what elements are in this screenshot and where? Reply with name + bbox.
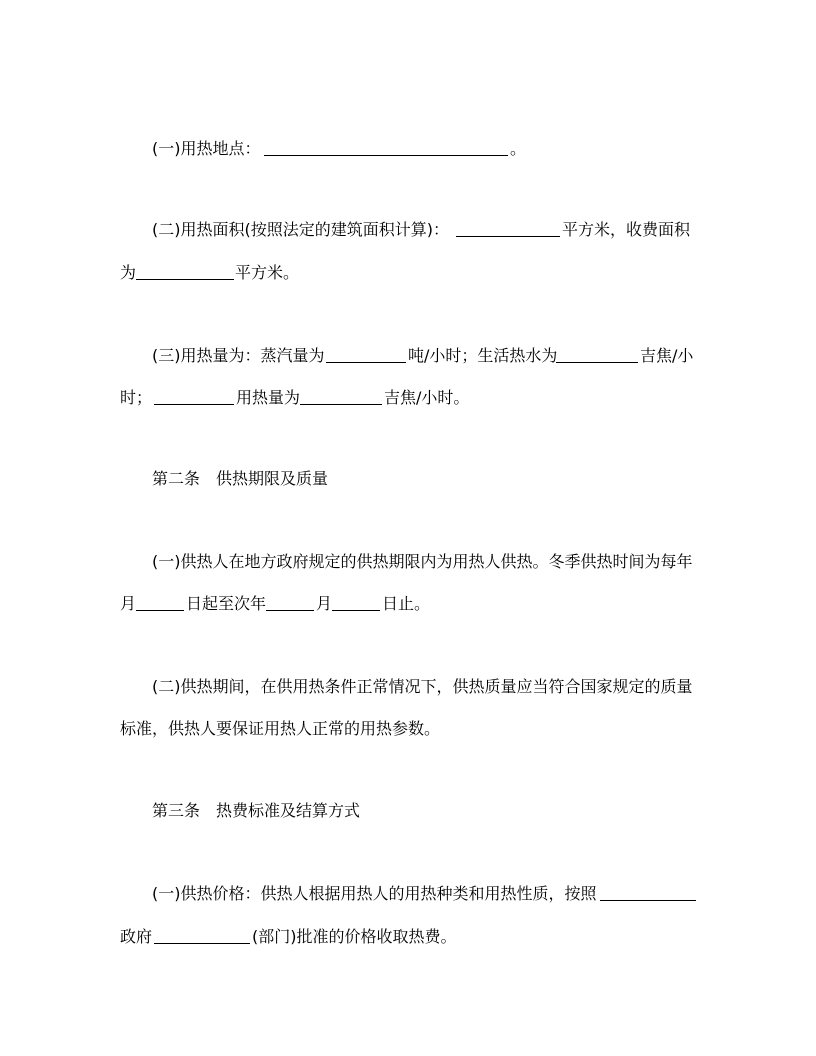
clause-heating-period-line1 xyxy=(0,550,816,574)
clause-text: 日起至次年 xyxy=(186,594,267,613)
clause-heat-volume-line2 xyxy=(0,386,816,410)
clause-text: 平方米，收费面积 xyxy=(562,220,691,239)
blank-line xyxy=(456,218,560,237)
clause-heat-area-line2 xyxy=(0,261,816,285)
clause-heat-volume-line1 xyxy=(0,344,816,368)
clause-heat-quality-line1 xyxy=(0,675,816,699)
blank-line xyxy=(556,344,638,363)
clause-text: (一)用热地点： xyxy=(152,139,261,158)
blank-line xyxy=(600,882,696,901)
blank-line xyxy=(136,261,234,280)
article-3-heading xyxy=(0,799,816,823)
clause-text: 。 xyxy=(510,139,527,158)
blank-line xyxy=(326,344,406,363)
clause-text: 日止。 xyxy=(382,594,431,613)
clause-text: 吨/小时；生活热水为 xyxy=(408,346,558,365)
clause-text: (一)供热价格：供热人根据用热人的用热种类和用热性质，按照 xyxy=(152,884,597,903)
article-2-heading xyxy=(0,467,816,491)
clause-text: 吉焦/小 xyxy=(640,346,694,365)
blank-line xyxy=(264,137,508,156)
clause-heat-price-line2 xyxy=(0,925,816,949)
clause-text: (二)用热面积(按照法定的建筑面积计算)： xyxy=(152,220,449,239)
clause-heat-quality-line2 xyxy=(0,717,816,741)
clause-text: (二)供热期间，在供用热条件正常情况下，供热质量应当符合国家规定的质量 xyxy=(152,677,693,696)
blank-line xyxy=(154,925,250,944)
blank-line xyxy=(300,386,382,405)
clause-heat-area-line1 xyxy=(0,218,816,242)
clause-text: 时； xyxy=(120,388,153,407)
clause-text: 政府 xyxy=(120,927,153,946)
clause-heat-price-line1 xyxy=(0,882,816,906)
clause-text: 月 xyxy=(316,594,333,613)
blank-line xyxy=(136,592,184,611)
clause-text: 标准，供热人要保证用热人正常的用热参数。 xyxy=(120,719,441,738)
article-heading: 第二条 供热期限及质量 xyxy=(152,469,329,488)
clause-text: 月 xyxy=(120,594,137,613)
clause-text: 平方米。 xyxy=(235,263,300,282)
clause-text: (部门)批准的价格收取热费。 xyxy=(252,927,457,946)
clause-text: (三)用热量为：蒸汽量为 xyxy=(152,346,325,365)
clause-text: 用热量为 xyxy=(236,388,301,407)
blank-line xyxy=(266,592,314,611)
clause-heating-period-line2 xyxy=(0,592,816,616)
clause-text: 吉焦/小时。 xyxy=(384,388,470,407)
clause-text: 为 xyxy=(120,263,137,282)
clause-text: (一)供热人在地方政府规定的供热期限内为用热人供热。冬季供热时间为每年 xyxy=(152,552,693,571)
blank-line xyxy=(154,386,234,405)
blank-line xyxy=(332,592,380,611)
article-heading: 第三条 热费标准及结算方式 xyxy=(152,801,361,820)
clause-heat-location xyxy=(0,137,816,161)
